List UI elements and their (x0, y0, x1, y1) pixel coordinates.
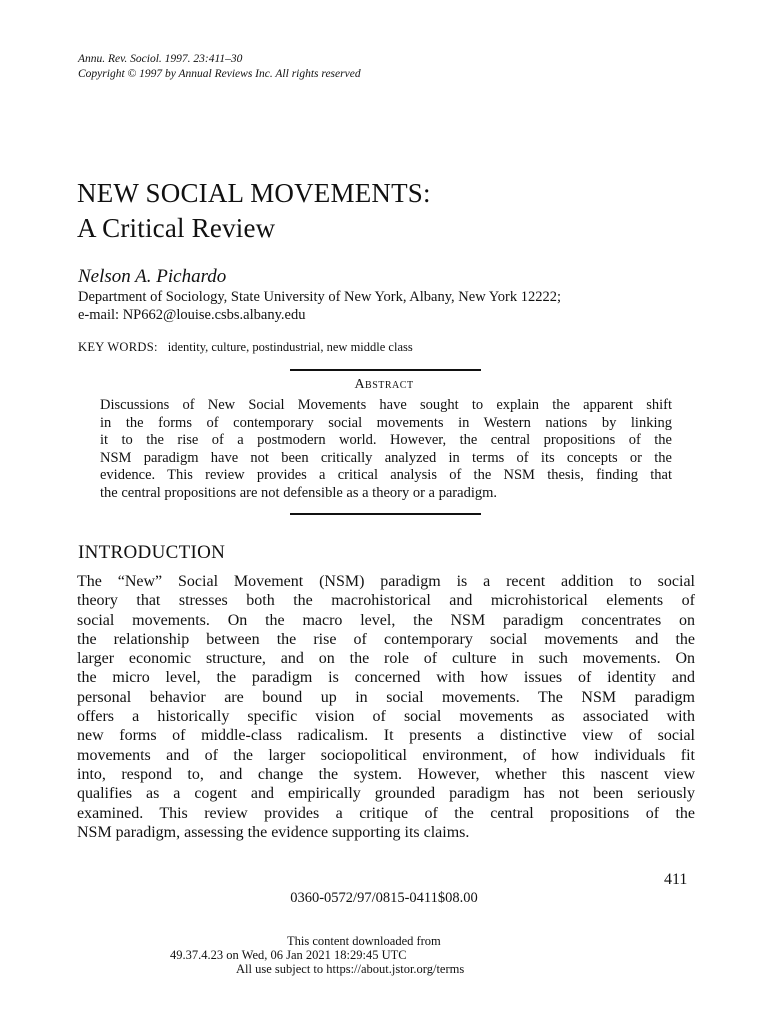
abstract-line: it to the rise of a postmodern world. However, the central propositions of the (100, 432, 672, 448)
abstract-heading: Abstract (354, 377, 414, 392)
author-name: Nelson A. Pichardo (78, 266, 227, 287)
abstract-top-rule (290, 369, 481, 371)
author-affiliation (78, 288, 561, 324)
abstract-bottom-rule (290, 513, 481, 515)
download-line: 49.37.4.23 on Wed, 06 Jan 2021 18:29:45 UTC (170, 948, 407, 962)
paragraph-line: qualifies as a cogent and empirically grounded paradigm has not been seriously (77, 785, 695, 803)
paragraph-line: movements and of the larger sociopolitical environment, of how individuals fit (77, 746, 695, 764)
terms-link[interactable]: All use subject to https://about.jstor.org/terms (236, 962, 465, 976)
abstract-line: Discussions of New Social Movements have sought to explain the apparent shift (100, 397, 672, 413)
keywords-values: identity, culture, postindustrial, new middle class (167, 340, 413, 354)
paragraph-line: the relationship between the rise of contemporary social movements and the (77, 630, 695, 648)
paragraph-line: The “New” Social Movement (NSM) paradigm is a recent addition to social (77, 573, 695, 590)
title-line-2: A Critical Review (77, 213, 276, 243)
title-line-1: NEW SOCIAL MOVEMENTS: (77, 178, 431, 208)
keywords (78, 339, 413, 355)
paragraph-line: theory that stresses both the macrohistorical and microhistorical elements of (77, 592, 695, 610)
introduction-paragraph (77, 572, 695, 842)
article-title (77, 176, 431, 246)
affiliation-line: Department of Sociology, State University of New York, Albany, New York 12222; (78, 289, 562, 305)
section-heading: INTRODUCTION (78, 542, 226, 563)
copyright-line: Copyright © 1997 by Annual Reviews Inc. All rights reserved (78, 68, 361, 80)
paragraph-line: personal behavior are bound up in social movements. The NSM paradigm (77, 688, 695, 706)
paragraph-line: NSM paradigm, assessing the evidence supporting its claims. (77, 823, 470, 841)
abstract-line: NSM paradigm have not been critically analyzed in terms of its concepts or the (100, 449, 672, 466)
email-line: e-mail: NP662@louise.csbs.albany.edu (78, 307, 306, 323)
paragraph-line: social movements. On the macro level, the NSM paradigm concentrates on (77, 611, 695, 629)
keywords-label: KEY WORDS: (78, 340, 158, 354)
abstract-line: the central propositions are not defensible as a theory or a paradigm. (100, 484, 498, 501)
paragraph-line: larger economic structure, and on the role of culture in such movements. On (77, 650, 695, 668)
download-notice (0, 934, 768, 976)
abstract-line: evidence. This review provides a critical analysis of the NSM thesis, finding that (100, 467, 672, 483)
paragraph-line: into, respond to, and change the system. However, whether this nascent view (77, 765, 695, 783)
abstract-line: in the forms of contemporary social movements in Western nations by linking (100, 414, 672, 431)
paragraph-line: new forms of middle-class radicalism. It presents a distinctive view of social (77, 727, 695, 745)
download-line: This content downloaded from (287, 934, 441, 948)
journal-citation (78, 52, 361, 82)
issn-code: 0360-0572/97/0815-0411$08.00 (290, 890, 478, 906)
paragraph-line: the micro level, the paradigm is concerned with how issues of identity and (77, 669, 695, 687)
paragraph-line: offers a historically specific vision of social movements as associated with (77, 708, 695, 726)
paragraph-line: examined. This review provides a critique of the central propositions of the (77, 804, 695, 822)
page-number: 411 (664, 871, 688, 888)
abstract-body (100, 397, 672, 502)
citation-line: Annu. Rev. Sociol. 1997. 23:411–30 (78, 53, 243, 65)
